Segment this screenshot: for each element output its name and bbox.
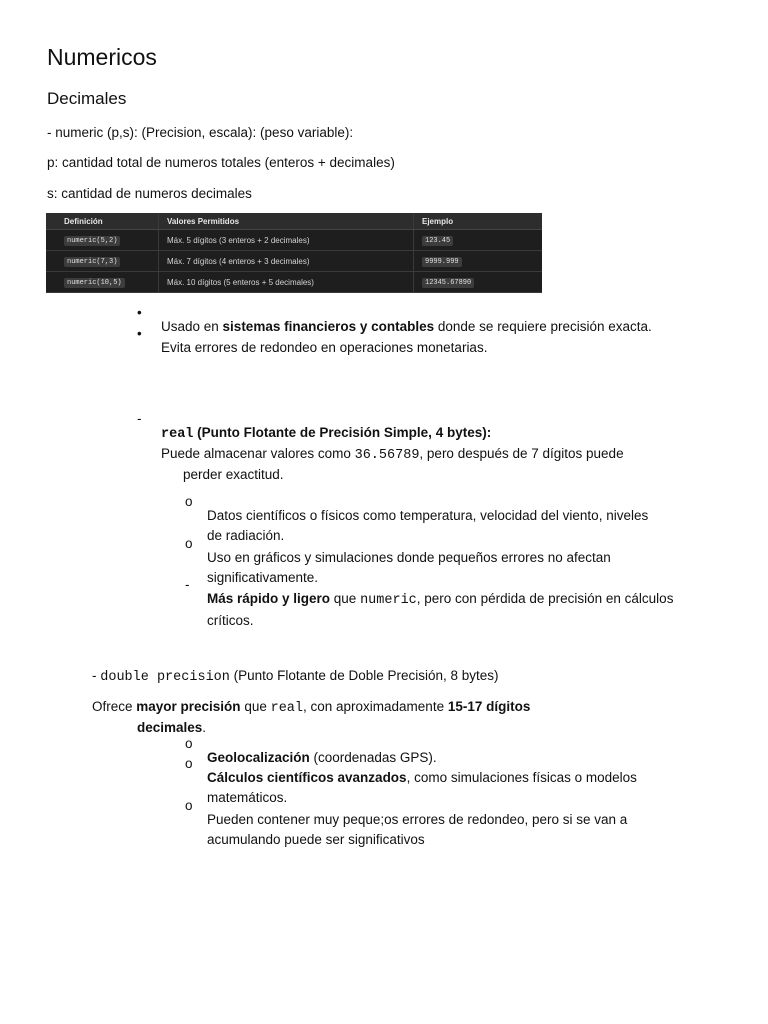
table-cell bbox=[46, 272, 159, 293]
table-cell bbox=[414, 251, 543, 272]
code-chip: numeric(10,5) bbox=[64, 278, 125, 288]
table-cell bbox=[46, 251, 159, 272]
list-item: Cálculos científicos avanzados, como simulaciones físicas o modelos matemáticos. bbox=[207, 769, 637, 805]
double-description-line2: decimales. bbox=[137, 719, 207, 735]
s-definition: s: cantidad de numeros decimales bbox=[47, 186, 252, 201]
code-chip: numeric(5,2) bbox=[64, 236, 120, 246]
section-heading-decimales: Decimales bbox=[47, 89, 127, 108]
bullet-disc-icon: • bbox=[137, 305, 142, 320]
table-cell: Máx. 7 dígitos (4 enteros + 3 decimales) bbox=[159, 251, 414, 272]
bullet-circle-icon: o bbox=[185, 494, 193, 509]
table-header: Ejemplo bbox=[414, 213, 543, 230]
code-chip: numeric(7,3) bbox=[64, 257, 120, 267]
list-item: Uso en gráficos y simulaciones donde pequeños errores no afectan significativamente. bbox=[207, 549, 611, 585]
list-item: Pueden contener muy peque;os errores de redondeo, pero si se van a acumulando puede ser significativos bbox=[207, 811, 628, 847]
code-chip: 123.45 bbox=[422, 236, 453, 246]
table-header-row bbox=[46, 213, 542, 230]
list-item: Datos científicos o físicos como temperatura, velocidad del viento, niveles de radiación. bbox=[207, 507, 649, 543]
bullet-circle-icon: o bbox=[185, 798, 193, 813]
real-description-line1: Puede almacenar valores como 36.56789, pero después de 7 dígitos puede bbox=[161, 445, 624, 463]
list-item: Evita errores de redondeo en operaciones monetarias. bbox=[161, 339, 488, 355]
numeric-examples-table bbox=[46, 213, 542, 293]
code-chip: 12345.67890 bbox=[422, 278, 474, 288]
real-heading: real (Punto Flotante de Precisión Simple, 4 bytes): bbox=[161, 424, 492, 442]
code-chip: 9999.999 bbox=[422, 257, 462, 267]
table-cell bbox=[414, 230, 543, 251]
dash-bullet-icon: - bbox=[185, 577, 190, 592]
table-header: Definición bbox=[46, 213, 159, 230]
double-heading: - double precision (Punto Flotante de Doble Precisión, 8 bytes) bbox=[92, 667, 499, 685]
numeric-definition: - numeric (p,s): (Precision, escala): (peso variable): bbox=[47, 125, 354, 140]
table-row bbox=[46, 251, 542, 272]
bullet-circle-icon: o bbox=[185, 536, 193, 551]
table-row bbox=[46, 272, 542, 293]
table-cell bbox=[414, 272, 543, 293]
double-description-line1: Ofrece mayor precisión que real, con aproximadamente 15-17 dígitos bbox=[92, 698, 531, 716]
table-cell: Máx. 10 dígitos (5 enteros + 5 decimales) bbox=[159, 272, 414, 293]
bullet-circle-icon: o bbox=[185, 756, 193, 771]
table-row bbox=[46, 230, 542, 251]
dash-bullet-icon: - bbox=[137, 411, 142, 426]
list-item: Usado en sistemas financieros y contables donde se requiere precisión exacta. bbox=[161, 318, 652, 334]
list-item: Más rápido y ligero que numeric, pero con pérdida de precisión en cálculos críticos. bbox=[207, 590, 674, 628]
p-definition: p: cantidad total de numeros totales (enteros + decimales) bbox=[47, 155, 395, 170]
table-cell: Máx. 5 dígitos (3 enteros + 2 decimales) bbox=[159, 230, 414, 251]
page-title: Numericos bbox=[47, 44, 157, 70]
list-item: Geolocalización (coordenadas GPS). bbox=[207, 749, 437, 765]
bullet-disc-icon: • bbox=[137, 326, 142, 341]
real-description-line2: perder exactitud. bbox=[183, 466, 284, 482]
table-cell bbox=[46, 230, 159, 251]
table-header: Valores Permitidos bbox=[159, 213, 414, 230]
bullet-circle-icon: o bbox=[185, 736, 193, 751]
